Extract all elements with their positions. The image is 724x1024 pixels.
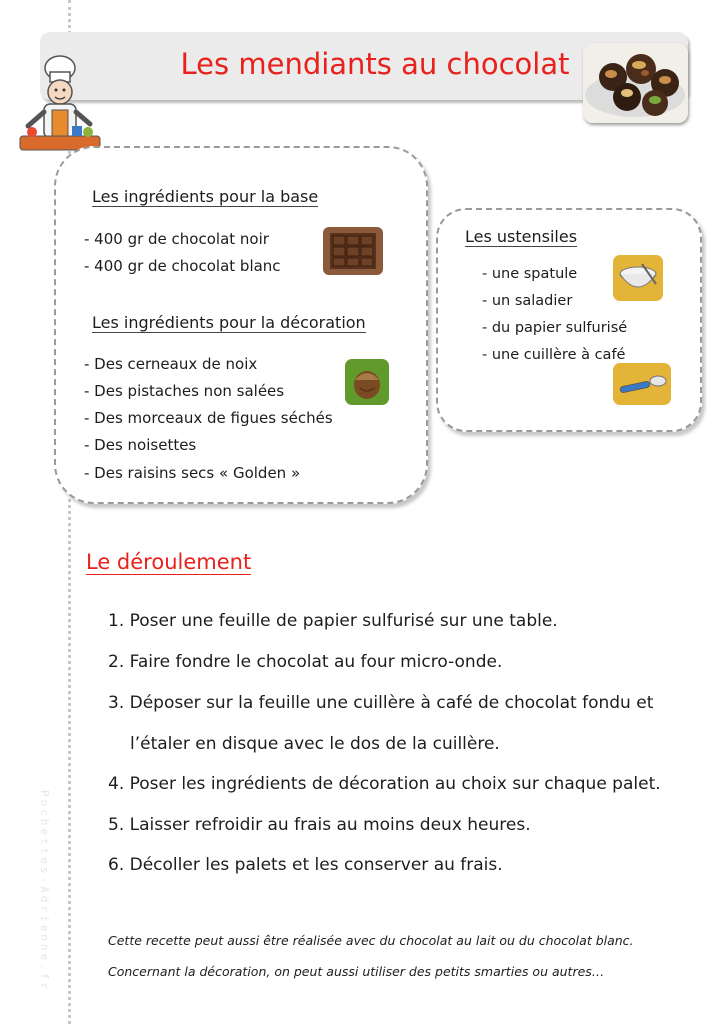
procedure-heading: Le déroulement bbox=[86, 550, 252, 574]
step-3-continued: l’étaler en disque avec le dos de la cuillère. bbox=[130, 734, 500, 754]
step-1: 1. Poser une feuille de papier sulfurisé sur une table. bbox=[108, 611, 558, 631]
list-item: - du papier sulfurisé bbox=[482, 320, 628, 336]
list-item: - 400 gr de chocolat noir bbox=[84, 230, 269, 248]
list-item: - 400 gr de chocolat blanc bbox=[84, 257, 281, 275]
list-item: - Des morceaux de figues séchés bbox=[84, 409, 333, 427]
mendiants-photo bbox=[583, 43, 688, 123]
chocolate-bar-icon bbox=[322, 226, 384, 276]
teaspoon-icon bbox=[612, 362, 672, 406]
watermark: Pochettes-Adrienne.fr bbox=[38, 790, 51, 993]
list-item: - une spatule bbox=[482, 266, 578, 282]
list-item: - Des cerneaux de noix bbox=[84, 355, 258, 373]
step-2: 2. Faire fondre le chocolat au four micro-onde. bbox=[108, 652, 503, 672]
mixing-bowl-icon bbox=[612, 254, 664, 302]
list-item: - Des noisettes bbox=[84, 436, 197, 454]
base-ingredients-heading: Les ingrédients pour la base bbox=[92, 187, 319, 206]
step-4: 4. Poser les ingrédients de décoration au choix sur chaque palet. bbox=[108, 774, 661, 794]
page-title: Les mendiants au chocolat bbox=[180, 47, 570, 81]
hazelnut-icon bbox=[344, 358, 390, 406]
decoration-ingredients-heading: Les ingrédients pour la décoration bbox=[92, 313, 366, 332]
note-line-1: Cette recette peut aussi être réalisée avec du chocolat au lait ou du chocolat blanc. bbox=[108, 933, 634, 948]
note-line-2: Concernant la décoration, on peut aussi utiliser des petits smarties ou autres… bbox=[108, 964, 605, 979]
list-item: - Des raisins secs « Golden » bbox=[84, 464, 301, 482]
utensils-heading: Les ustensiles bbox=[465, 227, 578, 246]
list-item: - un saladier bbox=[482, 293, 573, 309]
list-item: - Des pistaches non salées bbox=[84, 382, 285, 400]
list-item: - une cuillère à café bbox=[482, 347, 626, 363]
step-3: 3. Déposer sur la feuille une cuillère à café de chocolat fondu et bbox=[108, 693, 654, 713]
step-5: 5. Laisser refroidir au frais au moins deux heures. bbox=[108, 815, 531, 835]
step-6: 6. Décoller les palets et les conserver au frais. bbox=[108, 855, 503, 875]
